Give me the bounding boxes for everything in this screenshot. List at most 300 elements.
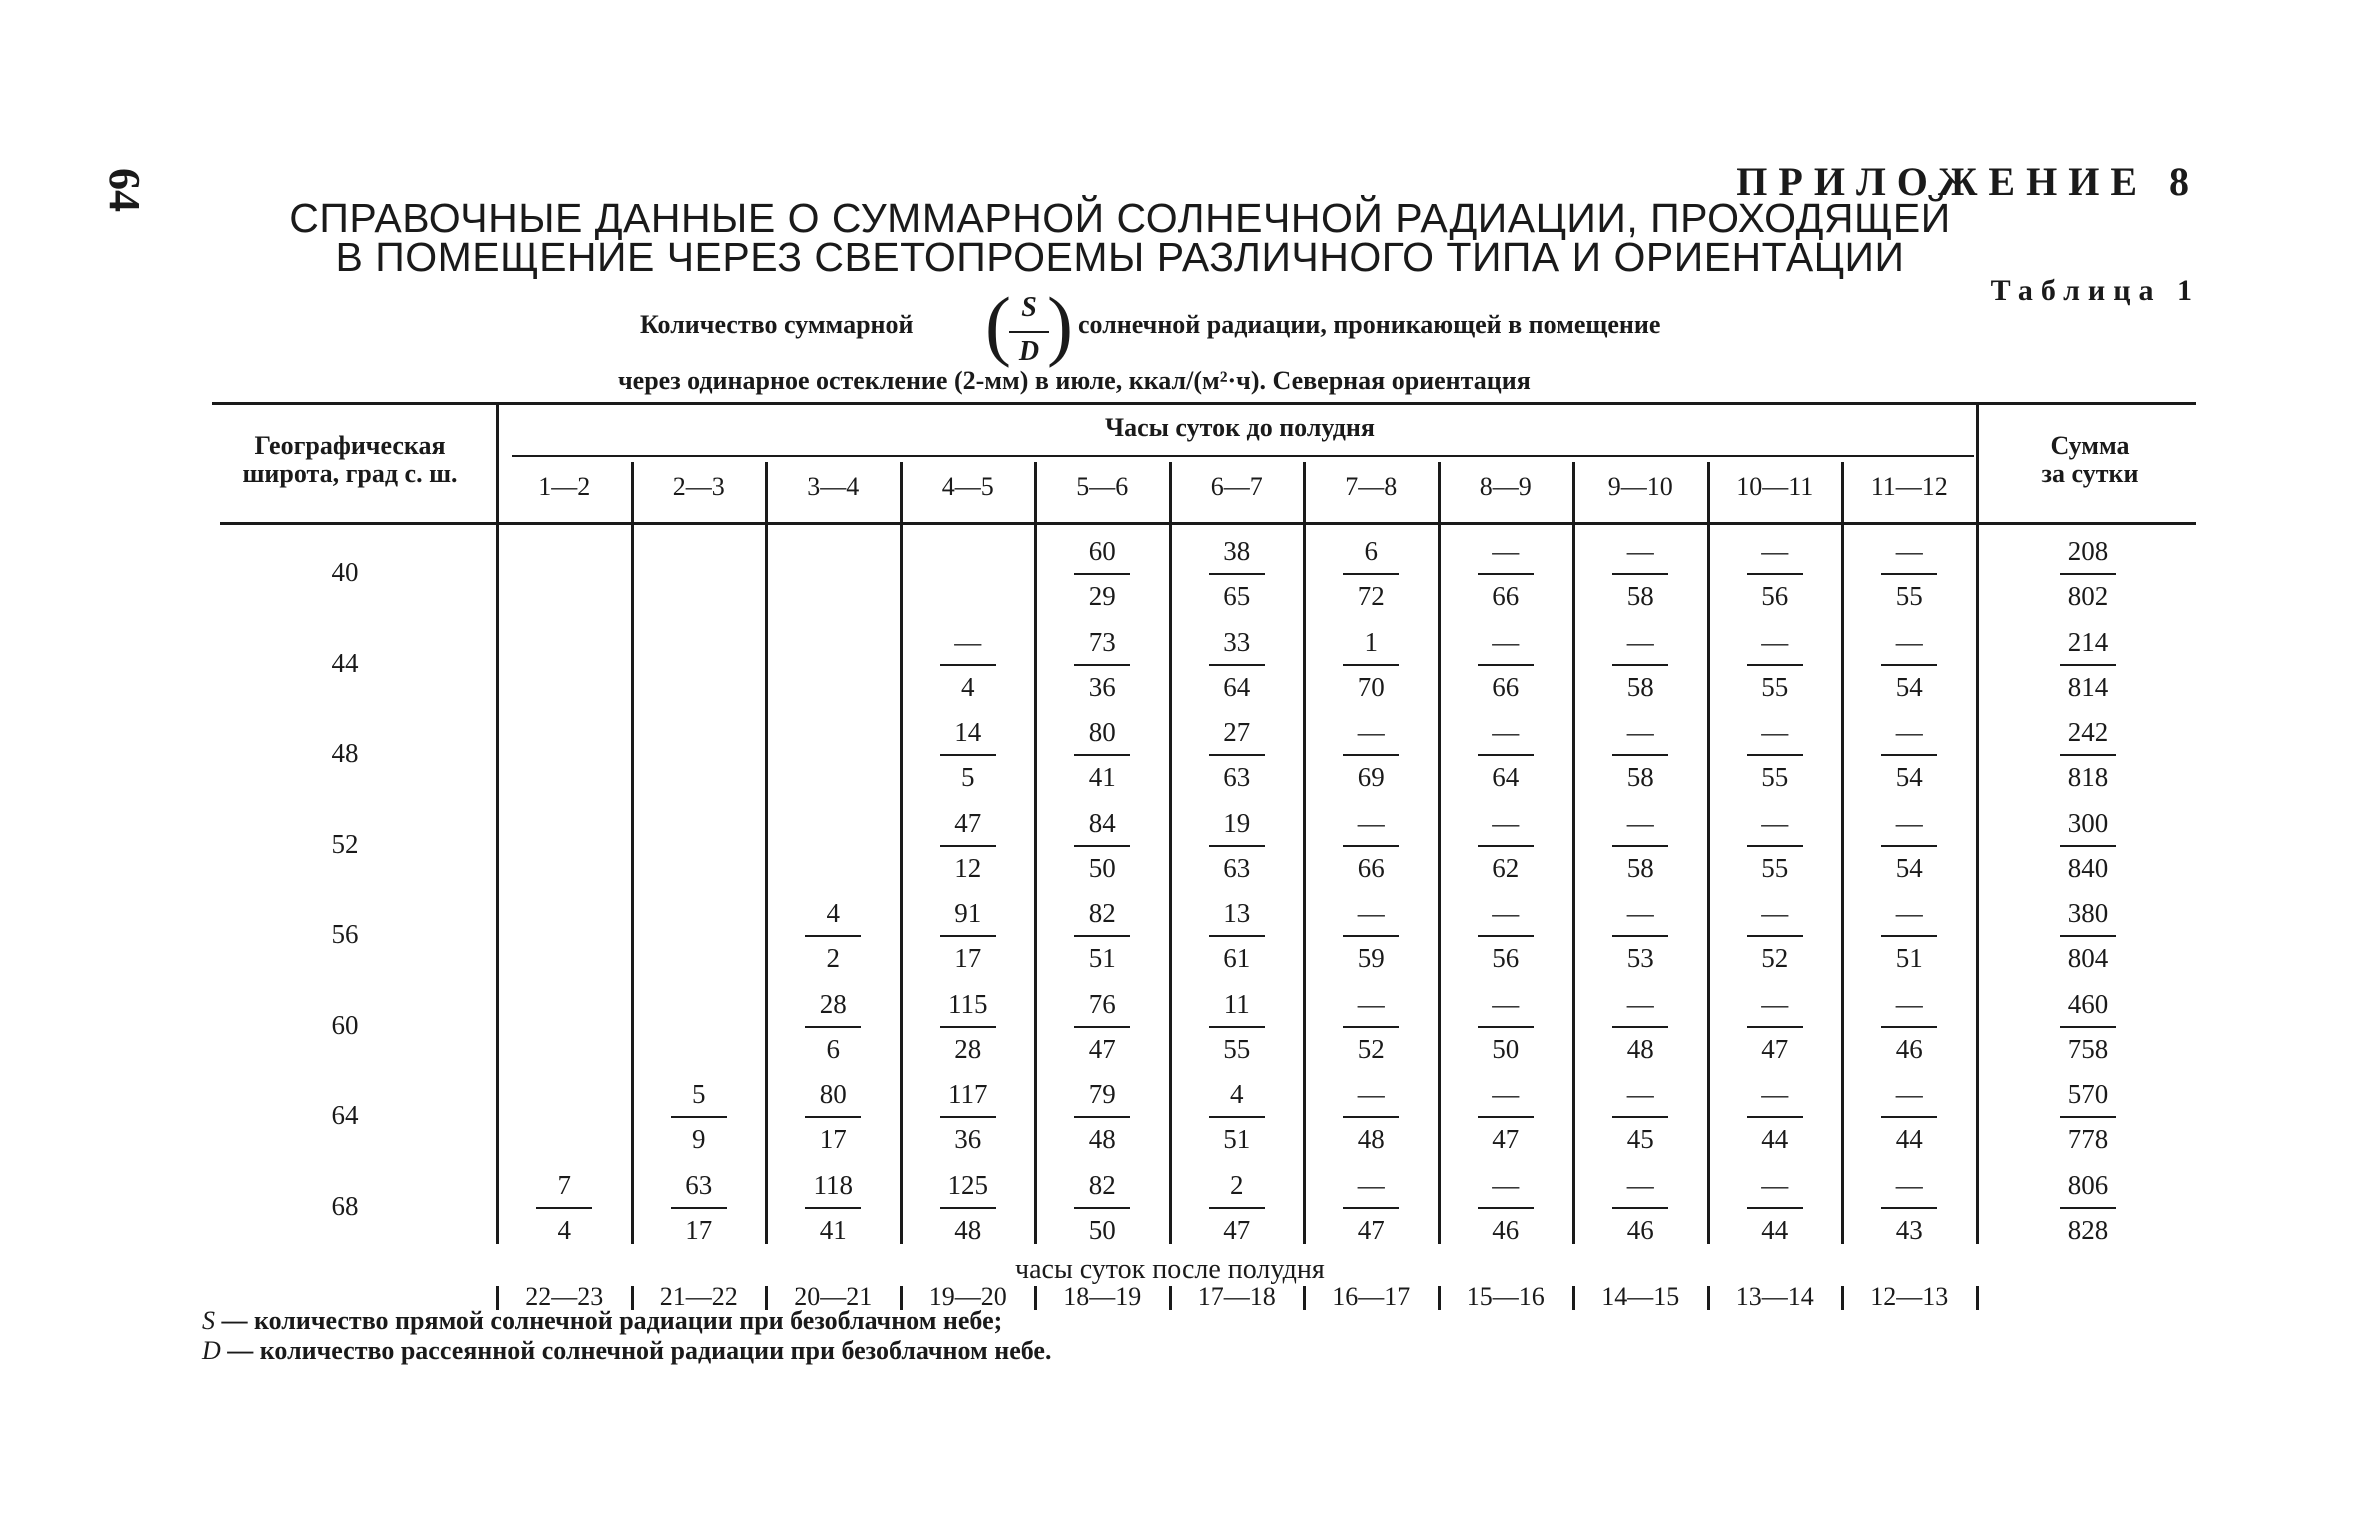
radiation-value-cell <box>1573 716 1708 793</box>
radiation-value-cell <box>1304 807 1439 884</box>
radiation-value-cell <box>497 1169 632 1246</box>
direct-radiation-value: 73 <box>1088 626 1116 657</box>
radiation-value-cell <box>1573 1078 1708 1155</box>
hour-column-header: 10—11 <box>1736 472 1814 501</box>
latitude-cell: 64 <box>331 1100 359 1130</box>
radiation-value-cell <box>632 1169 767 1246</box>
radiation-value-cell <box>1304 1169 1439 1246</box>
diffuse-radiation-value: 29 <box>1088 581 1116 611</box>
fraction-bar <box>805 1207 861 1209</box>
daily-sum-cell <box>1978 807 2198 884</box>
hour-separator-tick <box>1438 1286 1441 1310</box>
fraction-bar <box>1209 1026 1265 1028</box>
hour-column-header: 3—4 <box>807 472 860 501</box>
diffuse-radiation-value: 47 <box>1492 1124 1520 1154</box>
fraction-bar <box>1881 573 1937 575</box>
hour-after-noon-label: 19—20 <box>928 1282 1007 1311</box>
hours-before-noon-header: Часы суток до полудня <box>1105 413 1375 442</box>
diffuse-radiation-value: 4 <box>961 671 975 702</box>
radiation-value-cell <box>1573 988 1708 1065</box>
diffuse-radiation-value: 48 <box>1626 1033 1654 1064</box>
diffuse-radiation-value: 66 <box>1492 581 1520 611</box>
direct-radiation-value: 7 <box>557 1169 571 1200</box>
latitude-cell: 44 <box>331 647 359 678</box>
direct-radiation-value: — <box>1492 626 1520 657</box>
diffuse-radiation-value: 54 <box>1895 671 1923 702</box>
radiation-value-cell <box>1439 1169 1574 1246</box>
diffuse-radiation-value: 47 <box>1357 1214 1385 1245</box>
diffuse-radiation-value: 56 <box>1761 581 1789 611</box>
direct-radiation-value: — <box>954 626 982 657</box>
radiation-value-cell <box>1035 535 1170 612</box>
diffuse-radiation-value: 50 <box>1088 852 1116 883</box>
fraction-bar <box>805 935 861 937</box>
footnote-s-symbol: S <box>202 1306 215 1335</box>
column-divider <box>496 404 499 1244</box>
direct-radiation-value: — <box>1895 626 1923 657</box>
fraction-bar <box>1881 754 1937 756</box>
direct-radiation-value: — <box>1492 717 1520 747</box>
daily-sum-cell <box>1978 988 2198 1065</box>
fraction-bar <box>1747 1116 1803 1118</box>
fraction-bar <box>940 1207 996 1209</box>
fraction-bar <box>2060 1207 2116 1209</box>
radiation-value-cell <box>1842 988 1977 1065</box>
radiation-value-cell <box>1439 988 1574 1065</box>
hours-subheader-rule <box>512 455 1974 457</box>
diffuse-radiation-value: 46 <box>1492 1214 1520 1245</box>
daily-diffuse-sum: 778 <box>2067 1124 2109 1154</box>
diffuse-radiation-value: 52 <box>1761 943 1789 973</box>
diffuse-radiation-value: 44 <box>1761 1214 1789 1245</box>
direct-radiation-value: 4 <box>826 898 840 928</box>
diffuse-radiation-value: 58 <box>1626 762 1654 792</box>
diffuse-radiation-value: 48 <box>1357 1124 1385 1154</box>
document-title-line-1: СПРАВОЧНЫЕ ДАННЫЕ О СУММАРНОЙ СОЛНЕЧНОЙ РАДИАЦИИ, ПРОХОДЯЩЕЙ <box>289 195 1951 241</box>
fraction-bar <box>940 664 996 666</box>
diffuse-radiation-value: 17 <box>954 943 982 973</box>
diffuse-radiation-value: 6 <box>826 1033 840 1064</box>
daily-direct-sum: 806 <box>2067 1169 2109 1200</box>
table-caption-line-2: через одинарное остекление (2-мм) в июле, ккал/(м²·ч). Северная ориентация <box>618 366 1531 395</box>
direct-radiation-value: 28 <box>819 988 847 1019</box>
radiation-value-cell <box>1573 626 1708 703</box>
daily-sum-cell <box>1978 1078 2198 1155</box>
latitude-cell: 52 <box>331 828 359 859</box>
fraction-bar <box>1074 845 1130 847</box>
daily-sum-cell <box>1978 626 2198 703</box>
daily-direct-sum: 214 <box>2067 626 2109 657</box>
direct-radiation-value: — <box>1626 1169 1654 1200</box>
table-label: Таблица 1 <box>1990 274 2200 307</box>
direct-radiation-value: 82 <box>1088 1169 1116 1200</box>
direct-radiation-value: 118 <box>813 1169 853 1200</box>
radiation-value-cell <box>1842 807 1977 884</box>
radiation-value-cell <box>901 807 1036 884</box>
daily-diffuse-sum: 804 <box>2067 943 2109 973</box>
hour-after-noon-label: 20—21 <box>794 1282 873 1311</box>
radiation-value-cell <box>1170 626 1305 703</box>
fraction-bar <box>1074 1026 1130 1028</box>
fraction-numerator: S <box>1021 292 1037 323</box>
direct-radiation-value: — <box>1357 1079 1385 1109</box>
diffuse-radiation-value: 66 <box>1357 852 1385 883</box>
direct-radiation-value: 27 <box>1223 717 1251 747</box>
radiation-value-cell <box>1842 716 1977 793</box>
daily-sum-cell <box>1978 716 2198 793</box>
diffuse-radiation-value: 50 <box>1088 1214 1116 1245</box>
radiation-value-cell <box>1035 1078 1170 1155</box>
direct-radiation-value: — <box>1761 1079 1789 1109</box>
direct-radiation-value: — <box>1895 1169 1923 1200</box>
diffuse-radiation-value: 64 <box>1223 671 1251 702</box>
daily-sum-cell <box>1978 897 2198 974</box>
fraction-bar <box>2060 845 2116 847</box>
latitude-cell: 48 <box>331 738 359 768</box>
direct-radiation-value: 6 <box>1364 536 1378 566</box>
daily-sum-header-line-1: Сумма <box>2050 431 2130 460</box>
fraction-bar <box>1343 754 1399 756</box>
direct-radiation-value: — <box>1492 988 1520 1019</box>
hour-after-noon-label: 15—16 <box>1466 1282 1545 1311</box>
radiation-value-cell <box>1842 1078 1977 1155</box>
diffuse-radiation-value: 50 <box>1492 1033 1520 1064</box>
fraction-bar <box>1478 1026 1534 1028</box>
hour-after-noon-label: 13—14 <box>1735 1282 1814 1311</box>
direct-radiation-value: — <box>1492 1079 1520 1109</box>
fraction-bar <box>1343 573 1399 575</box>
daily-sum-cell <box>1978 535 2198 612</box>
fraction-bar <box>1074 573 1130 575</box>
diffuse-radiation-value: 55 <box>1895 581 1923 611</box>
radiation-value-cell <box>1035 716 1170 793</box>
fraction-bar <box>1009 331 1049 333</box>
latitude-header <box>200 432 500 488</box>
fraction-bar <box>1747 664 1803 666</box>
radiation-value-cell <box>1035 1169 1170 1246</box>
radiation-value-cell <box>1708 535 1843 612</box>
table-top-rule <box>212 402 2196 405</box>
s-over-d-fraction <box>985 281 1073 370</box>
fraction-bar <box>2060 1026 2116 1028</box>
direct-radiation-value: — <box>1761 717 1789 747</box>
diffuse-radiation-value: 47 <box>1761 1033 1789 1064</box>
direct-radiation-value: — <box>1492 898 1520 928</box>
fraction-bar <box>1478 1116 1534 1118</box>
footnote-d-text: — количество рассеянной солнечной радиации при безоблачном небе. <box>220 1336 1052 1365</box>
direct-radiation-value: — <box>1626 717 1654 747</box>
radiation-value-cell <box>901 716 1036 793</box>
direct-radiation-value: 19 <box>1223 807 1251 838</box>
radiation-value-cell <box>1304 1078 1439 1155</box>
fraction-bar <box>940 754 996 756</box>
fraction-bar <box>1074 754 1130 756</box>
fraction-bar <box>1343 845 1399 847</box>
direct-radiation-value: 38 <box>1223 536 1251 566</box>
diffuse-radiation-value: 51 <box>1895 943 1923 973</box>
direct-radiation-value: 80 <box>819 1079 847 1109</box>
diffuse-radiation-value: 55 <box>1761 762 1789 792</box>
radiation-value-cell <box>1035 897 1170 974</box>
latitude-cell: 40 <box>331 557 359 587</box>
direct-radiation-value: — <box>1761 807 1789 838</box>
hour-after-noon-label: 14—15 <box>1601 1282 1680 1311</box>
radiation-value-cell <box>1035 988 1170 1065</box>
diffuse-radiation-value: 48 <box>954 1214 982 1245</box>
fraction-denominator: D <box>1018 336 1040 367</box>
radiation-value-cell <box>1170 716 1305 793</box>
direct-radiation-value: — <box>1357 717 1385 747</box>
fraction-bar <box>1612 1207 1668 1209</box>
diffuse-radiation-value: 4 <box>557 1214 571 1245</box>
direct-radiation-value: — <box>1761 536 1789 566</box>
diffuse-radiation-value: 65 <box>1223 581 1251 611</box>
daily-diffuse-sum: 840 <box>2067 852 2109 883</box>
fraction-bar <box>1612 664 1668 666</box>
direct-radiation-value: — <box>1357 807 1385 838</box>
direct-radiation-value: 4 <box>1230 1079 1244 1109</box>
diffuse-radiation-value: 72 <box>1357 581 1385 611</box>
direct-radiation-value: 80 <box>1088 717 1116 747</box>
direct-radiation-value: 13 <box>1223 898 1251 928</box>
fraction-bar <box>1209 1207 1265 1209</box>
daily-diffuse-sum: 814 <box>2067 671 2109 702</box>
appendix-heading: ПРИЛОЖЕНИЕ 8 <box>1736 159 2200 204</box>
fraction-bar <box>2060 754 2116 756</box>
direct-radiation-value: — <box>1626 898 1654 928</box>
diffuse-radiation-value: 58 <box>1626 671 1654 702</box>
diffuse-radiation-value: 47 <box>1223 1214 1251 1245</box>
daily-sum-cell <box>1978 1169 2198 1246</box>
diffuse-radiation-value: 54 <box>1895 852 1923 883</box>
direct-radiation-value: 14 <box>954 717 982 747</box>
fraction-bar <box>1612 573 1668 575</box>
header-bottom-rule <box>220 522 2196 525</box>
diffuse-radiation-value: 69 <box>1357 762 1385 792</box>
diffuse-radiation-value: 46 <box>1626 1214 1654 1245</box>
footnote-s <box>202 1306 1002 1336</box>
diffuse-radiation-value: 61 <box>1223 943 1251 973</box>
direct-radiation-value: 11 <box>1223 988 1250 1019</box>
fraction-bar <box>1209 935 1265 937</box>
fraction-bar <box>1747 935 1803 937</box>
radiation-value-cell <box>901 897 1036 974</box>
page-number: 64 <box>100 168 149 212</box>
radiation-value-cell <box>1170 897 1305 974</box>
daily-diffuse-sum: 758 <box>2067 1033 2109 1064</box>
fraction-bar <box>1343 1116 1399 1118</box>
hour-column-header: 5—6 <box>1076 472 1129 501</box>
radiation-value-cell <box>901 626 1036 703</box>
fraction-bar <box>536 1207 592 1209</box>
fraction-bar <box>1478 845 1534 847</box>
fraction-bar <box>940 1116 996 1118</box>
diffuse-radiation-value: 55 <box>1761 852 1789 883</box>
footnote-d-symbol: D <box>202 1336 221 1365</box>
table-caption-part-1: Количество суммарной <box>640 310 914 339</box>
hour-column-header: 9—10 <box>1607 472 1673 501</box>
fraction-bar <box>1478 573 1534 575</box>
diffuse-radiation-value: 17 <box>819 1124 847 1154</box>
radiation-value-cell <box>901 988 1036 1065</box>
fraction-bar <box>1612 845 1668 847</box>
fraction-bar <box>1747 1026 1803 1028</box>
diffuse-radiation-value: 58 <box>1626 581 1654 611</box>
fraction-bar <box>940 1026 996 1028</box>
radiation-value-cell <box>1708 626 1843 703</box>
diffuse-radiation-value: 51 <box>1223 1124 1251 1154</box>
radiation-value-cell <box>1439 535 1574 612</box>
latitude-cell: 60 <box>331 1009 359 1040</box>
diffuse-radiation-value: 46 <box>1895 1033 1923 1064</box>
fraction-bar <box>1747 754 1803 756</box>
diffuse-radiation-value: 36 <box>1088 671 1116 702</box>
direct-radiation-value: 117 <box>948 1079 988 1109</box>
radiation-value-cell <box>766 1169 901 1246</box>
diffuse-radiation-value: 53 <box>1626 943 1654 973</box>
direct-radiation-value: 115 <box>948 988 988 1019</box>
radiation-value-cell <box>1170 535 1305 612</box>
hour-separator-tick <box>1169 1286 1172 1310</box>
radiation-value-cell <box>1573 535 1708 612</box>
direct-radiation-value: — <box>1357 1169 1385 1200</box>
latitude-cell: 68 <box>331 1190 359 1221</box>
diffuse-radiation-value: 51 <box>1088 943 1116 973</box>
radiation-value-cell <box>1708 807 1843 884</box>
footnote-d <box>202 1336 1051 1366</box>
fraction-bar <box>940 845 996 847</box>
radiation-value-cell <box>1304 988 1439 1065</box>
diffuse-radiation-value: 45 <box>1626 1124 1654 1154</box>
fraction-bar <box>1747 1207 1803 1209</box>
fraction-bar <box>2060 1116 2116 1118</box>
fraction-bar <box>940 935 996 937</box>
hour-column-header: 7—8 <box>1345 472 1398 501</box>
radiation-value-cell <box>1304 716 1439 793</box>
fraction-bar <box>671 1207 727 1209</box>
diffuse-radiation-value: 12 <box>954 852 982 883</box>
radiation-value-cell <box>1842 897 1977 974</box>
fraction-bar <box>1209 573 1265 575</box>
radiation-value-cell <box>1842 1169 1977 1246</box>
fraction-bar <box>1343 1026 1399 1028</box>
diffuse-radiation-value: 63 <box>1223 852 1251 883</box>
diffuse-radiation-value: 63 <box>1223 762 1251 792</box>
diffuse-radiation-value: 44 <box>1761 1124 1789 1154</box>
footnote-s-text: — количество прямой солнечной радиации при безоблачном небе; <box>215 1306 1003 1335</box>
direct-radiation-value: — <box>1492 536 1520 566</box>
direct-radiation-value: 47 <box>954 807 982 838</box>
radiation-value-cell <box>1170 807 1305 884</box>
diffuse-radiation-value: 44 <box>1895 1124 1923 1154</box>
daily-direct-sum: 208 <box>2067 536 2109 566</box>
direct-radiation-value: — <box>1895 536 1923 566</box>
diffuse-radiation-value: 56 <box>1492 943 1520 973</box>
fraction-bar <box>2060 664 2116 666</box>
direct-radiation-value: 60 <box>1088 536 1116 566</box>
hour-after-noon-label: 12—13 <box>1870 1282 1949 1311</box>
hour-column-header: 11—12 <box>1870 472 1948 501</box>
radiation-value-cell <box>901 1169 1036 1246</box>
diffuse-radiation-value: 66 <box>1492 671 1520 702</box>
diffuse-radiation-value: 28 <box>954 1033 982 1064</box>
hour-separator-tick <box>1841 1286 1844 1310</box>
radiation-value-cell <box>766 1078 901 1155</box>
hour-column-header: 8—9 <box>1479 472 1532 501</box>
radiation-value-cell <box>1573 807 1708 884</box>
radiation-value-cell <box>1439 807 1574 884</box>
radiation-value-cell <box>1708 716 1843 793</box>
hour-column-header: 1—2 <box>538 472 591 501</box>
document-title-line-2: В ПОМЕЩЕНИЕ ЧЕРЕЗ СВЕТОПРОЕМЫ РАЗЛИЧНОГО ТИПА И ОРИЕНТАЦИИ <box>335 234 1905 280</box>
fraction-bar <box>1881 935 1937 937</box>
radiation-value-cell <box>1170 1078 1305 1155</box>
latitude-cell: 56 <box>331 919 359 949</box>
hour-after-noon-label: 22—23 <box>525 1282 604 1311</box>
direct-radiation-value: — <box>1761 1169 1789 1200</box>
fraction-bar <box>1074 1207 1130 1209</box>
radiation-value-cell <box>1304 897 1439 974</box>
diffuse-radiation-value: 17 <box>685 1214 713 1245</box>
diffuse-radiation-value: 55 <box>1223 1033 1251 1064</box>
fraction-bar <box>1881 1207 1937 1209</box>
daily-direct-sum: 460 <box>2067 988 2109 1019</box>
fraction-bar <box>1074 664 1130 666</box>
fraction-bar <box>1747 845 1803 847</box>
fraction-bar <box>1478 664 1534 666</box>
radiation-value-cell <box>1708 1169 1843 1246</box>
fraction-bar <box>805 1026 861 1028</box>
radiation-value-cell <box>1304 535 1439 612</box>
hour-column-header: 2—3 <box>672 472 725 501</box>
fraction-bar <box>805 1116 861 1118</box>
direct-radiation-value: — <box>1492 1169 1520 1200</box>
fraction-bar <box>1478 754 1534 756</box>
fraction-bar <box>1612 935 1668 937</box>
diffuse-radiation-value: 9 <box>692 1124 706 1154</box>
fraction-bar <box>1209 845 1265 847</box>
direct-radiation-value: 84 <box>1088 807 1116 838</box>
diffuse-radiation-value: 5 <box>961 762 975 792</box>
daily-diffuse-sum: 828 <box>2067 1214 2109 1245</box>
direct-radiation-value: 5 <box>692 1079 706 1109</box>
diffuse-radiation-value: 70 <box>1357 671 1385 702</box>
fraction-bar <box>1881 664 1937 666</box>
hour-after-noon-label: 21—22 <box>659 1282 738 1311</box>
direct-radiation-value: — <box>1895 1079 1923 1109</box>
radiation-value-cell <box>1439 1078 1574 1155</box>
diffuse-radiation-value: 55 <box>1761 671 1789 702</box>
fraction-bar <box>2060 573 2116 575</box>
radiation-value-cell <box>1304 626 1439 703</box>
direct-radiation-value: 82 <box>1088 898 1116 928</box>
fraction-bar <box>1343 664 1399 666</box>
daily-diffuse-sum: 802 <box>2067 581 2109 611</box>
daily-direct-sum: 570 <box>2067 1079 2109 1109</box>
diffuse-radiation-value: 47 <box>1088 1033 1116 1064</box>
direct-radiation-value: — <box>1761 626 1789 657</box>
hour-separator-tick <box>1707 1286 1710 1310</box>
direct-radiation-value: 76 <box>1088 988 1116 1019</box>
radiation-value-cell <box>1708 988 1843 1065</box>
diffuse-radiation-value: 64 <box>1492 762 1520 792</box>
direct-radiation-value: — <box>1492 807 1520 838</box>
fraction-bar <box>1612 754 1668 756</box>
direct-radiation-value: 79 <box>1088 1079 1116 1109</box>
diffuse-radiation-value: 62 <box>1492 852 1520 883</box>
hour-after-noon-label: 17—18 <box>1197 1282 1276 1311</box>
hour-separator-tick <box>1572 1286 1575 1310</box>
